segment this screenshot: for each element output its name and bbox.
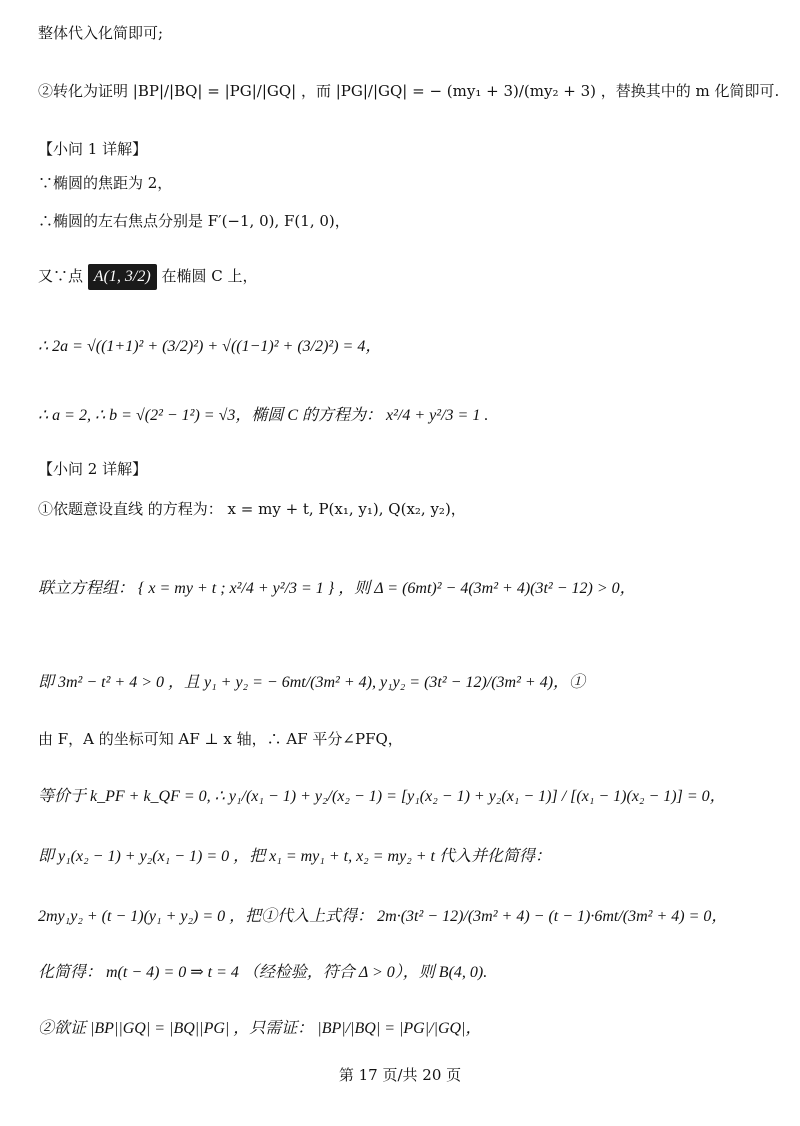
text-line-1: 整体代入化简即可;	[38, 24, 164, 42]
equation-2a: ∴ 2a = √((1+1)² + (3/2)²) + √((1−1)² + (3/2)²) = 4，	[38, 338, 382, 355]
equation-proof-goal: ②欲证 |BP||GQ| = |BQ||PG| ，只需证： |BP|/|BQ| = |PG|/|GQ|，	[38, 1020, 482, 1037]
text-segment: 又∵点	[38, 267, 84, 285]
page-footer: 第 17 页/共 20 页	[338, 1066, 462, 1084]
text-line-10: ①依题意设直线 的方程为： x = my + t, P(x₁, y₁), Q(x₂, y₂)，	[38, 500, 466, 518]
section-heading-1: 【小问 1 详解】	[38, 140, 148, 158]
equation-slopes: 等价于 k_PF + k_QF = 0, ∴ y₁/(x₁ − 1) + y₂/(x₂ − 1) = [y₁(x₂ − 1) + y₂(x₁ − 1)] / [(x₁ − 1)(x₂ − 1)] = 0，	[38, 788, 726, 805]
equation-combined: 2my₁y₂ + (t − 1)(y₁ + y₂) = 0 ，把①代入上式得： 2m·(3t² − 12)/(3m² + 4) − (t − 1)·6mt/(3m² + 4) = 0，	[38, 908, 728, 925]
equation-ellipse: ∴ a = 2, ∴ b = √(2² − 1²) = √3，椭圆 C 的方程为： x²/4 + y²/3 = 1 .	[38, 407, 489, 424]
text-line-6	[38, 264, 780, 290]
text-line-5: ∴椭圆的左右焦点分别是 F′(−1, 0), F(1, 0)，	[38, 212, 350, 230]
section-heading-2: 【小问 2 详解】	[38, 460, 148, 478]
equation-substitute: 即 y₁(x₂ − 1) + y₂(x₁ − 1) = 0 ，把 x₁ = my₁ + t, x₂ = my₂ + t 代入并化简得：	[38, 848, 552, 865]
text-segment: 在椭圆 C 上，	[161, 267, 258, 285]
point-a-image: A(1, 3/2)	[88, 264, 157, 290]
equation-result: 化简得： m(t − 4) = 0 ⇒ t = 4 （经检验，符合 Δ > 0），则 B(4, 0).	[38, 964, 488, 981]
text-line-4: ∵椭圆的焦距为 2，	[38, 174, 173, 192]
equation-vieta: 即 3m² − t² + 4 > 0 ，且 y₁ + y₂ = − 6mt/(3m² + 4), y₁y₂ = (3t² − 12)/(3m² + 4)，①	[38, 674, 586, 691]
text-line-2: ②转化为证明 |BP|/|BQ| = |PG|/|GQ| ，而 |PG|/|GQ| = − (my₁ + 3)/(my₂ + 3) ，替换其中的 m 化简即可.	[38, 82, 780, 100]
equation-system: 联立方程组： { x = my + t ; x²/4 + y²/3 = 1 } ，则 Δ = (6mt)² − 4(3m² + 4)(3t² − 12) > 0，	[38, 580, 636, 597]
text-line-13: 由 F，A 的坐标可知 AF ⊥ x 轴，∴ AF 平分∠PFQ，	[38, 730, 403, 748]
